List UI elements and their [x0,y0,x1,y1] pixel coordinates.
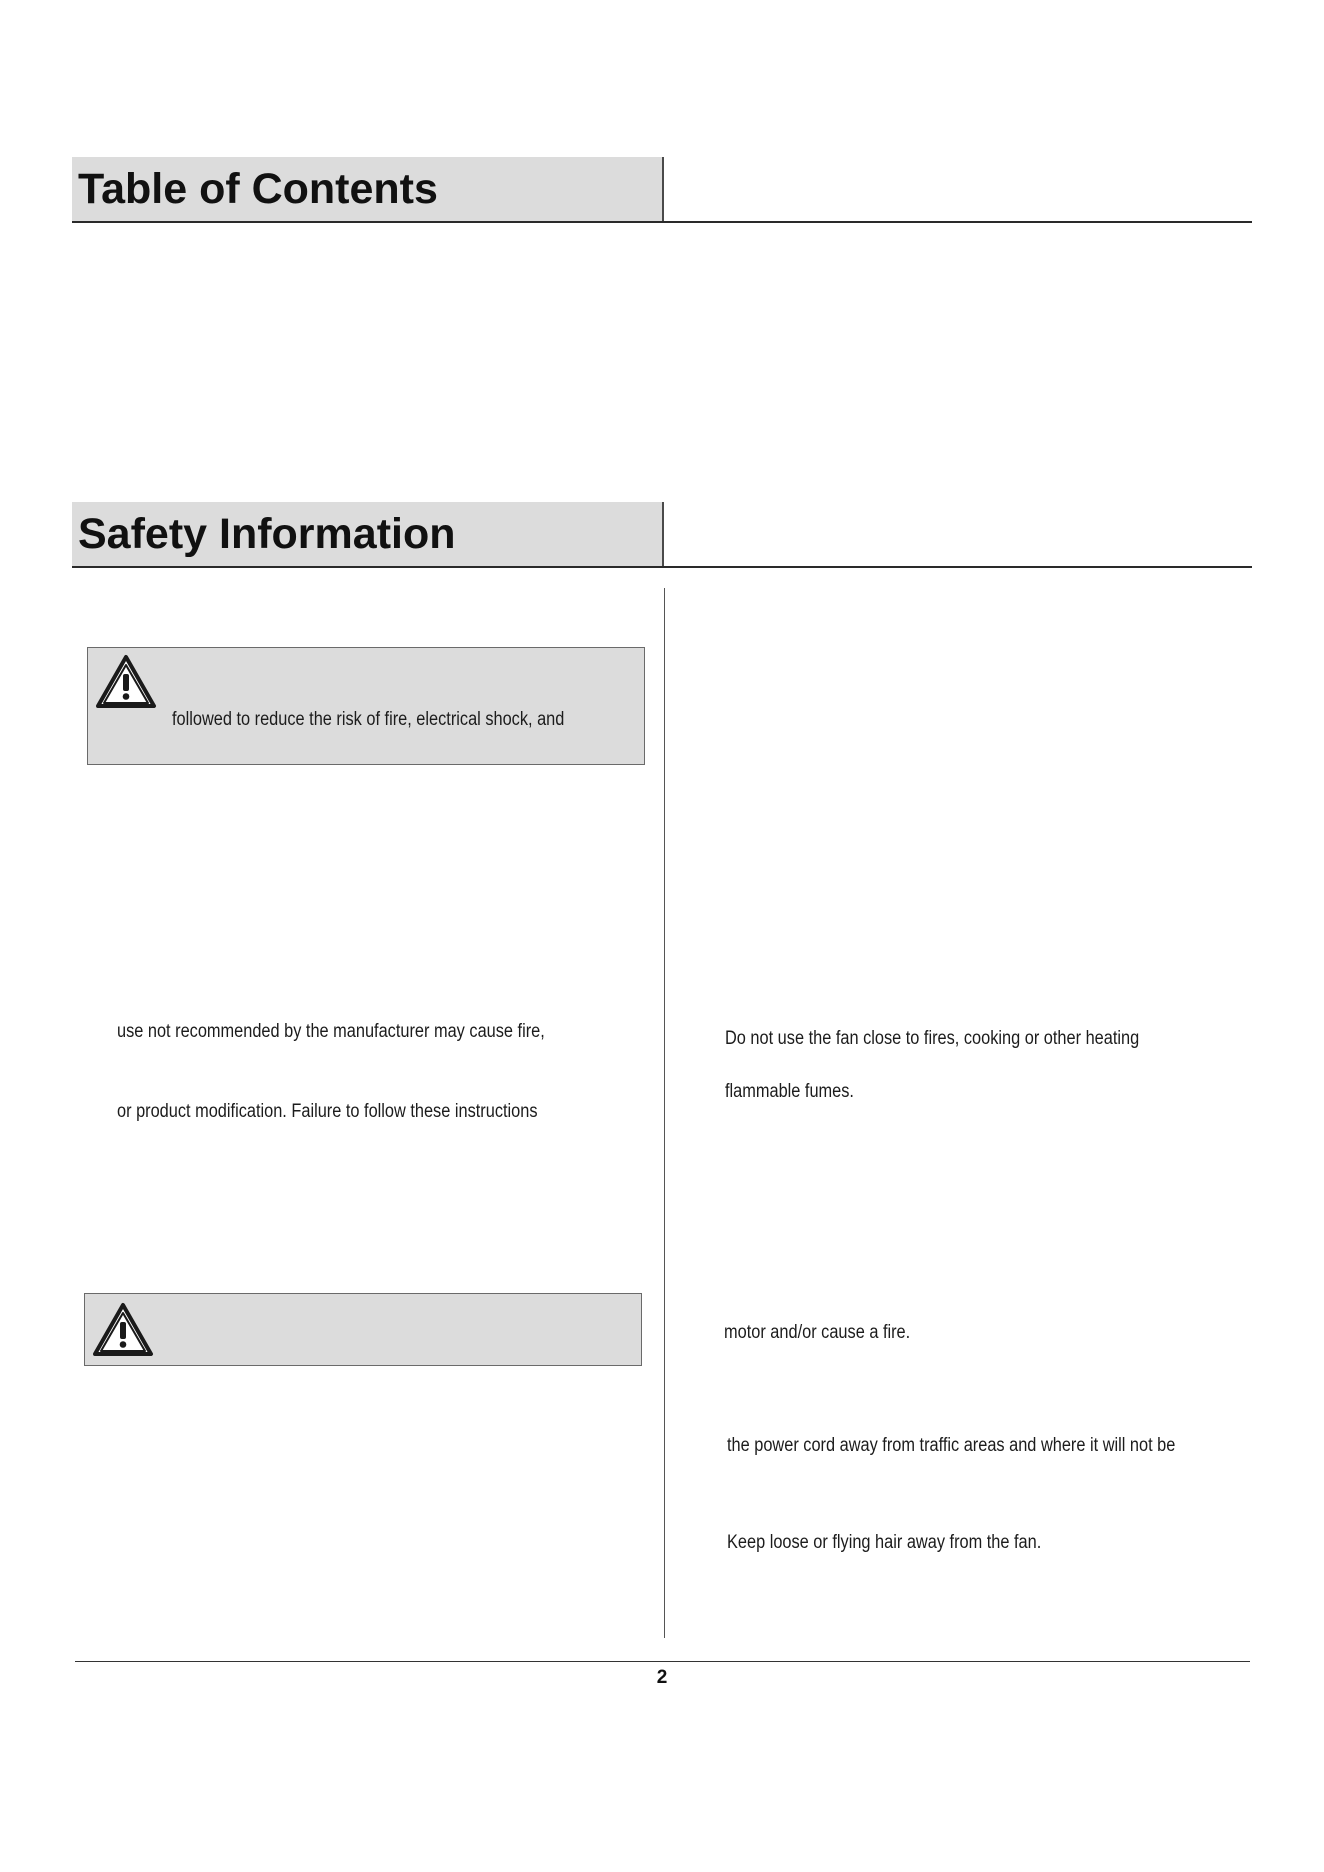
toc-title: Table of Contents [78,165,438,213]
safety-title: Safety Information [78,510,456,558]
right-column-line: Do not use the fan close to fires, cooking or other heating [725,1028,1140,1049]
toc-header-rule [72,221,1252,223]
right-column-line: flammable fumes. [725,1081,854,1102]
safety-title-box [72,502,664,566]
toc-section-header [72,157,1252,223]
page-number: 2 [656,1667,668,1688]
safety-header-rule [72,566,1252,568]
left-column-line: or product modification. Failure to follow these instructions [117,1101,538,1122]
column-divider [664,588,665,1638]
warning-triangle-icon [92,1302,154,1358]
footer-rule [75,1661,1250,1662]
safety-section-header [72,502,1252,568]
right-column-line: Keep loose or flying hair away from the fan. [727,1532,1042,1553]
warning-box-1-text: followed to reduce the risk of fire, electrical shock, and [172,709,565,730]
toc-title-box [72,157,664,221]
left-column-line: use not recommended by the manufacturer may cause fire, [117,1021,545,1042]
warning-box [87,647,645,765]
warning-triangle-icon [95,654,157,710]
warning-box [84,1293,642,1366]
right-column-line: the power cord away from traffic areas and where it will not be [727,1435,1176,1456]
right-column-line: motor and/or cause a fire. [724,1322,911,1343]
